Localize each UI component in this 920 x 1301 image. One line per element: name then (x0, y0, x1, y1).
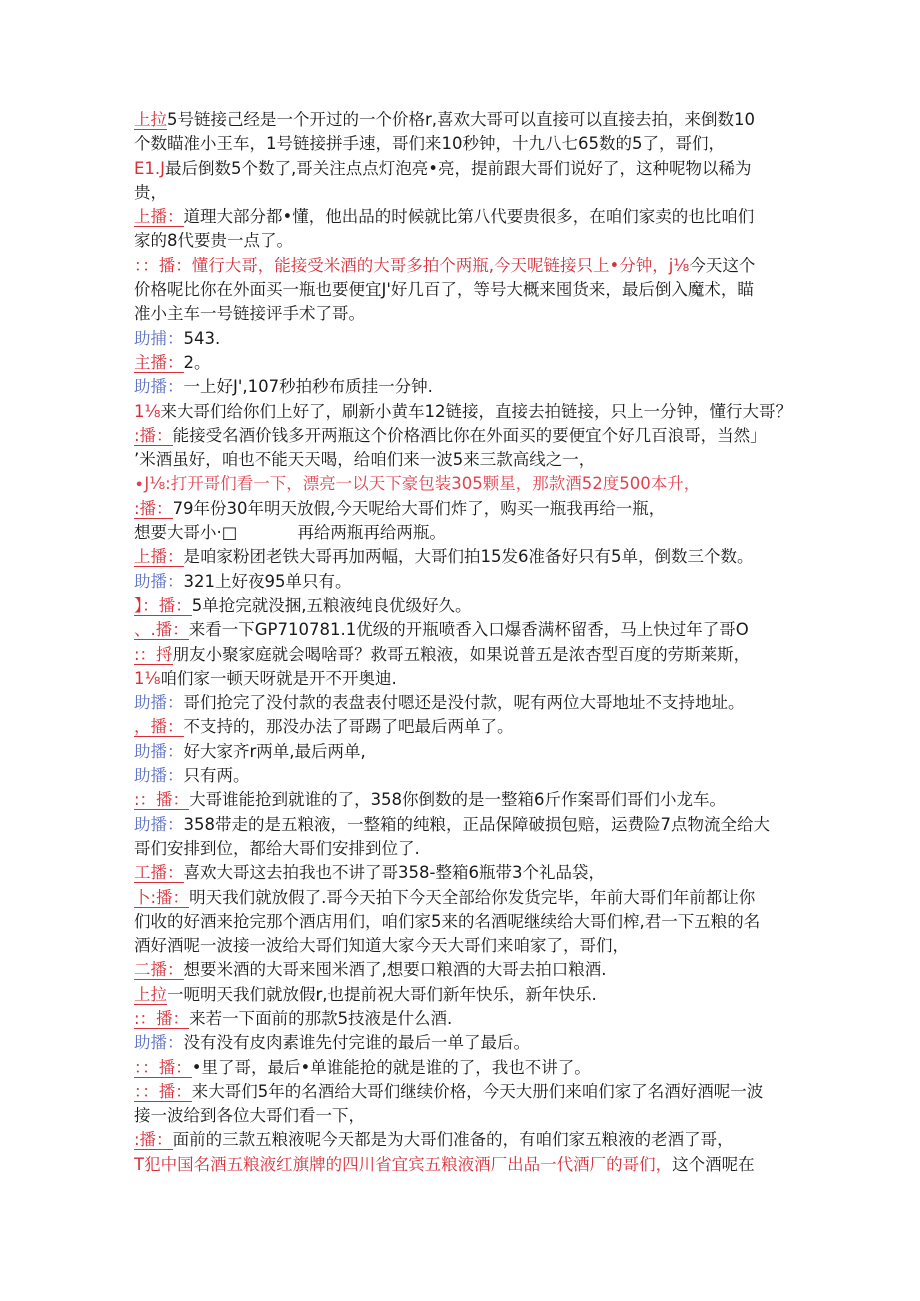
transcript-line (134, 1007, 794, 1031)
speaker-label: 上拉 (134, 984, 167, 1004)
speaker-label: ：：播： (134, 1057, 192, 1077)
speaker-label: ，播： (134, 717, 184, 737)
speaker-label: 工播： (134, 863, 184, 883)
transcript-line (134, 837, 794, 861)
speaker-label: 1⅛ (134, 401, 161, 421)
transcript-line (134, 861, 794, 885)
transcript-line (134, 813, 794, 837)
speaker-label: :播： (134, 498, 173, 518)
speaker-label: 1⅛ (134, 668, 161, 688)
transcript-line (134, 764, 794, 788)
dialogue-text: 喜欢大哥这去拍我也不讲了哥358-整箱6瓶带3个礼品袋， (183, 863, 605, 883)
transcript-line (134, 715, 794, 739)
speaker-label: 助播： (134, 814, 184, 834)
transcript-line (134, 1031, 794, 1055)
dialogue-text: 想要米酒的大哥来囤米酒了,想要口粮酒的大哥去拍口粮酒. (183, 960, 607, 980)
transcript-line (134, 424, 794, 448)
speaker-label: 助捕： (134, 328, 184, 348)
dialogue-text: 来大哥们给你们上好了，刷新小黄车12链接，直接去拍链接，只上一分钟，懂行大哥？ (160, 401, 792, 421)
transcript-line (134, 132, 794, 156)
transcript-line (134, 1128, 794, 1152)
transcript-line (134, 108, 794, 132)
transcript-line (134, 594, 794, 618)
dialogue-text: 2。 (183, 352, 211, 372)
dialogue-text: 想要大哥小·□ (134, 523, 238, 543)
dialogue-text: 没有没有皮肉素谁先付完谁的最后一单了最后。 (183, 1033, 530, 1053)
transcript-line (134, 497, 794, 521)
dialogue-text: 再给两瓶再给两瓶。 (297, 523, 446, 543)
dialogue-text: 来大哥们5年的名酒给大哥们继续价格，今天大册们来咱们家了名酒好酒呢一波 (191, 1081, 764, 1101)
transcript-line (134, 1056, 794, 1080)
dialogue-text: 道理大部分都•懂，他出品的时候就比第八代要贵很多，在咱们家卖的也比咱们 (183, 207, 755, 227)
speaker-label: ：：播：懂行大哥，能接受米酒的大哥多拍个两瓶,今天呢链接只上•分钟，j⅛ (134, 255, 690, 275)
transcript-line (134, 472, 794, 496)
speaker-label: 】：播： (134, 595, 192, 615)
dialogue-text: 咱们家一顿天呀就是开不开奥迪. (160, 668, 397, 688)
transcript-line (134, 667, 794, 691)
speaker-label: 助播： (134, 766, 184, 786)
transcript-line (134, 375, 794, 399)
transcript-document (134, 108, 794, 1177)
speaker-label: ∙J⅛:打开哥们看一下，漂亮一以天下豪包装305颗星，那款酒52度500本升， (134, 474, 701, 494)
transcript-line (134, 691, 794, 715)
dialogue-text: 今天这个 (689, 255, 756, 275)
transcript-line (134, 351, 794, 375)
transcript-line (134, 618, 794, 642)
dialogue-text: 358带走的是五粮液，一整箱的纯粮，正品保障破损包赔，运费险7点物流全给大 (183, 814, 770, 834)
speaker-label: 二播： (134, 960, 184, 980)
transcript-line (134, 1104, 794, 1128)
transcript-line (134, 570, 794, 594)
dialogue-text: 朋友小聚家庭就会喝啥哥？救哥五粮液，如果说普五是浓杏型百度的劳斯莱斯， (172, 644, 751, 664)
dialogue-text: 是咱家粉团老铁大哥再加两幅，大哥们拍15发6准备好只有5单，倒数三个数。 (183, 547, 754, 567)
speaker-label: :：播： (134, 790, 190, 810)
speaker-label: 主播： (134, 352, 184, 372)
transcript-line (134, 229, 794, 253)
speaker-label: 、.播： (134, 620, 189, 640)
speaker-label: :：播： (134, 1008, 190, 1028)
speaker-label: 卜:播： (134, 887, 190, 907)
transcript-line (134, 448, 794, 472)
dialogue-text: 个数瞄准小王车，1号链接拼手速，哥们来10秒钟，十九八七65数的5了，哥们， (134, 134, 725, 154)
dialogue-text: 只有两。 (183, 766, 250, 786)
transcript-line (134, 1080, 794, 1104)
dialogue-text: 5号链接己经是一个开过的一个价格r,喜欢大哥可以直接可以直接去拍，来倒数10 (167, 110, 756, 129)
dialogue-text: 一上好J',107秒拍秒布质挂一分钟. (183, 377, 433, 397)
speaker-label: :播： (134, 1130, 173, 1150)
speaker-label: 上拉 (134, 110, 167, 129)
dialogue-text: 面前的三款五粮液呢今天都是为大哥们准备的，有咱们家五粮液的老酒了哥， (172, 1130, 734, 1150)
dialogue-text: 79年份30年明天放假,今天呢给大哥们炸了，购买一瓶我再给一瓶， (172, 498, 666, 518)
dialogue-text: 一呃明天我们就放假r,也提前祝大哥们新年快乐，新年快乐. (167, 984, 597, 1004)
dialogue-text: 接一波给到各位大哥们看一下， (134, 1106, 365, 1126)
transcript-line (134, 302, 794, 326)
speaker-label: ：：播： (134, 1081, 192, 1101)
dialogue-text: 哥们抢完了没付款的表盘表付嗯还是没付款，呢有两位大哥地址不支持地址。 (183, 693, 745, 713)
dialogue-text: 不支持的，那没办法了哥踢了吧最后两单了。 (183, 717, 514, 737)
dialogue-text: ’米酒虽好，咱也不能天天喝，给咱们来一波5来三款高线之一， (134, 450, 596, 470)
transcript-line (134, 910, 794, 934)
transcript-line (134, 545, 794, 569)
transcript-line (134, 181, 794, 205)
dialogue-text: 价格呢比你在外面买一瓶也要便宜J'好几百了，等号大概来囤货来，最后倒入魔术，瞄 (134, 280, 754, 300)
speaker-label: :播： (134, 425, 173, 445)
transcript-line (134, 521, 794, 545)
dialogue-text: 哥们安排到位，都给大哥们安排到位了. (134, 838, 420, 858)
dialogue-text: 来看一下GP710781.1优级的开瓶喷香入口爆香满杯留香，马上快过年了哥O (188, 620, 749, 640)
dialogue-text: 这个酒呢在 (672, 1154, 755, 1174)
dialogue-text: 543. (183, 328, 221, 348)
dialogue-text: •里了哥，最后•单谁能抢的就是谁的了，我也不讲了。 (191, 1057, 591, 1077)
transcript-line (134, 958, 794, 982)
dialogue-text: 准小主车一号链接评手术了哥。 (134, 304, 365, 324)
dialogue-text: 贵， (134, 182, 167, 202)
dialogue-text: 来若一下面前的那款5技液是什么酒. (189, 1008, 453, 1028)
speaker-label: 上播： (134, 207, 184, 227)
transcript-line (134, 934, 794, 958)
dialogue-text: 明天我们就放假了.哥今天拍下今天全部给你发货完毕，年前大哥们年前都让你 (189, 887, 756, 907)
transcript-line (134, 254, 794, 278)
transcript-line (134, 205, 794, 229)
transcript-line (134, 1153, 794, 1177)
dialogue-text: 5单抢完就没捆,五粮液纯良优级好久。 (191, 595, 472, 615)
speaker-label: 助播： (134, 377, 184, 397)
speaker-label: 助播： (134, 571, 184, 591)
transcript-line (134, 643, 794, 667)
transcript-line (134, 886, 794, 910)
dialogue-text: 能接受名酒价钱多开两瓶这个价格酒比你在外面买的要便宜个好几百浪哥，当然」 (172, 425, 767, 445)
transcript-line (134, 788, 794, 812)
transcript-line (134, 327, 794, 351)
dialogue-text: 大哥谁能抢到就谁的了，358你倒数的是一整箱6斤作案哥们哥们小龙车。 (189, 790, 727, 810)
speaker-label: E1.J (134, 158, 166, 178)
transcript-line (134, 983, 794, 1007)
transcript-line (134, 157, 794, 181)
speaker-label: :：捋 (134, 644, 173, 664)
dialogue-text: 们收的好酒来抢完那个酒店用们，咱们家5来的名酒呢继续给大哥们榨,君一下五粮的名 (134, 911, 761, 931)
speaker-label: T犯中国名酒五粮液红旗牌的四川省宜宾五粮液酒厂出品一代酒厂的哥们， (134, 1154, 673, 1174)
transcript-line (134, 740, 794, 764)
speaker-label: 助播： (134, 741, 184, 761)
dialogue-text: 好大家齐r两单,最后两单, (183, 741, 366, 761)
dialogue-text: 酒好酒呢一波接一波给大哥们知道大家今天大哥们来咱家了，哥们， (134, 936, 629, 956)
dialogue-text: 321上好夜95单只有。 (183, 571, 352, 591)
transcript-line (134, 400, 794, 424)
speaker-label: 助播： (134, 1033, 184, 1053)
dialogue-text: 家的8代要贵一点了。 (134, 231, 293, 251)
transcript-line (134, 278, 794, 302)
speaker-label: 助播： (134, 693, 184, 713)
dialogue-text: 最后倒数5个数了,哥关注点点灯泡亮•亮，提前跟大哥们说好了，这种呢物以稀为 (165, 158, 752, 178)
speaker-label: 上播： (134, 547, 184, 567)
